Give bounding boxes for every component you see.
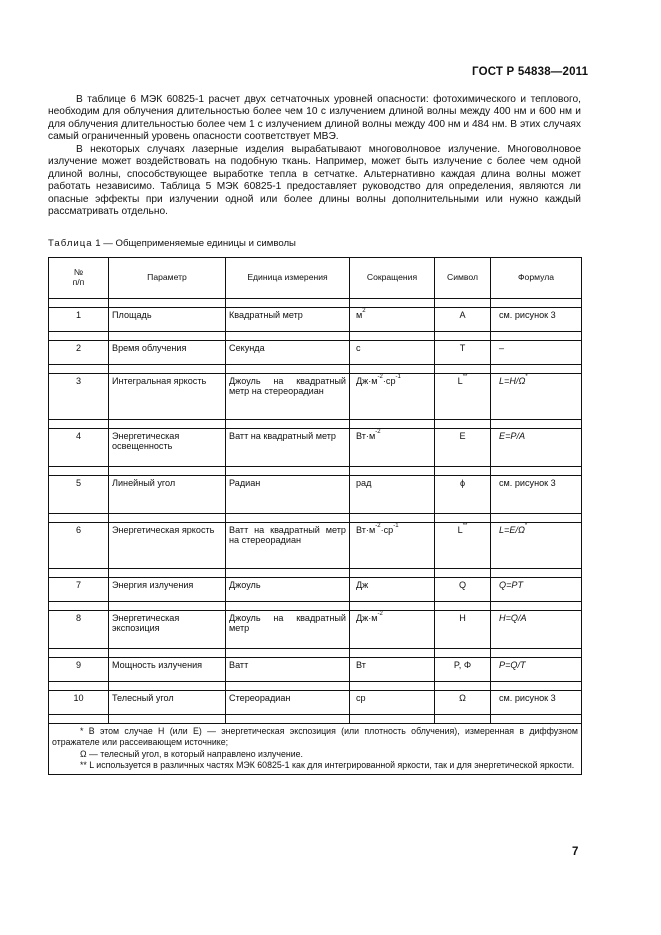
row-number: 6 <box>75 525 82 535</box>
cell-unit <box>226 429 350 467</box>
table-row <box>49 476 582 514</box>
table-row <box>49 691 582 715</box>
cell-num <box>49 429 109 467</box>
abbreviation-tail: ·ср <box>382 376 396 386</box>
row-gap <box>49 602 582 611</box>
table-header-row <box>49 258 582 299</box>
abbreviation: с <box>356 343 361 353</box>
abbreviation-exponent-2: -1 <box>393 523 399 529</box>
formula: E=P/A <box>499 431 526 441</box>
cell-unit <box>226 611 350 649</box>
header-abbr: Сокращения <box>350 258 435 299</box>
parameter-name: Мощность излучения <box>112 660 203 670</box>
cell-param <box>109 308 226 332</box>
abbreviation-exponent: -2 <box>377 611 383 617</box>
cell-unit <box>226 476 350 514</box>
table-caption-text: 1 — Общеприменяемые единицы и символы <box>95 238 296 249</box>
unit-name: Джоуль на квадратный метр <box>229 613 346 633</box>
abbreviation: рад <box>356 478 372 488</box>
units-table <box>48 257 582 775</box>
formula: Q=PT <box>499 580 524 590</box>
row-gap <box>49 715 582 724</box>
row-gap <box>49 682 582 691</box>
cell-unit <box>226 341 350 365</box>
cell-param <box>109 523 226 569</box>
parameter-name: Интегральная яркость <box>112 376 207 386</box>
cell-num <box>49 476 109 514</box>
abbreviation-tail: ·ср <box>380 525 394 535</box>
cell-formula <box>491 476 582 514</box>
row-gap <box>49 649 582 658</box>
cell-symbol <box>435 691 491 715</box>
header-formula: Формула <box>491 258 582 299</box>
row-gap <box>49 299 582 308</box>
symbol: L <box>457 376 463 386</box>
row-gap <box>49 332 582 341</box>
table-row <box>49 611 582 649</box>
cell-unit <box>226 308 350 332</box>
cell-param <box>109 374 226 420</box>
cell-symbol <box>435 658 491 682</box>
cell-abbr <box>350 341 435 365</box>
parameter-name: Энергетическая экспозиция <box>112 613 180 633</box>
row-gap <box>49 467 582 476</box>
cell-formula <box>491 658 582 682</box>
row-number: 1 <box>75 310 82 320</box>
table-row <box>49 578 582 602</box>
table-row <box>49 658 582 682</box>
table-caption-label: Таблица <box>48 238 93 249</box>
abbreviation-exponent: -2 <box>375 523 381 529</box>
unit-name: Стереорадиан <box>229 693 291 703</box>
abbreviation-exponent: -2 <box>377 374 383 380</box>
cell-unit <box>226 658 350 682</box>
symbol: E <box>459 431 466 441</box>
row-number: 3 <box>75 376 82 386</box>
parameter-name: Энергия излучения <box>112 580 194 590</box>
symbol: Ω <box>459 693 466 703</box>
cell-num <box>49 341 109 365</box>
row-gap <box>49 365 582 374</box>
paragraph-1-text: В таблице 6 МЭК 60825-1 расчет двух сетчаточных уровней опасности: фотохимического и теплового, необходим для облучения длительностью более чем 10 с излучением длиной волны между 400 нм и 600 нм и для облучения длительностью более чем 1 с излучением длиной волны между 400 нм и 484 нм. В этих случаях самый ограниченный уровень опасности соответствует МВЭ. <box>48 94 581 143</box>
formula: H=Q/A <box>499 613 527 623</box>
formula: L=E/Ω <box>499 525 525 535</box>
unit-name: Ватт <box>229 660 249 670</box>
formula: см. рисунок 3 <box>499 478 556 488</box>
header-num: № п/п <box>49 258 109 299</box>
note-2: Ω — телесный угол, в который направлено излучение. <box>80 748 304 759</box>
table-row <box>49 429 582 467</box>
document-header: ГОСТ Р 54838—2011 <box>472 66 589 78</box>
cell-abbr <box>350 429 435 467</box>
cell-symbol <box>435 611 491 649</box>
symbol: P, Φ <box>453 660 472 670</box>
cell-num <box>49 308 109 332</box>
cell-num <box>49 578 109 602</box>
cell-num <box>49 374 109 420</box>
cell-symbol <box>435 476 491 514</box>
row-number: 2 <box>75 343 82 353</box>
cell-unit <box>226 691 350 715</box>
cell-symbol <box>435 429 491 467</box>
cell-param <box>109 429 226 467</box>
cell-formula <box>491 341 582 365</box>
cell-formula <box>491 374 582 420</box>
cell-unit <box>226 374 350 420</box>
row-number: 4 <box>75 431 82 441</box>
abbreviation: Вт·м <box>356 525 376 535</box>
parameter-name: Линейный угол <box>112 478 176 488</box>
header-symbol: Символ <box>435 258 491 299</box>
cell-abbr <box>350 523 435 569</box>
parameter-name: Энергетическая яркость <box>112 525 215 535</box>
cell-abbr <box>350 374 435 420</box>
cell-abbr <box>350 578 435 602</box>
table-row <box>49 341 582 365</box>
paragraph-1 <box>48 94 581 144</box>
formula-footnote-mark: * <box>524 523 528 529</box>
cell-abbr <box>350 611 435 649</box>
abbreviation: Вт·м <box>356 431 376 441</box>
abbreviation: Дж <box>356 580 369 590</box>
table-row <box>49 374 582 420</box>
note-1: * В этом случае H (или E) — энергетическая экспозиция (или плотность облучения), измеренная в диффузном отражателе или рассеивающем источнике; <box>52 726 578 748</box>
cell-param <box>109 578 226 602</box>
cell-unit <box>226 523 350 569</box>
cell-symbol <box>435 374 491 420</box>
cell-symbol <box>435 308 491 332</box>
abbreviation: м <box>356 310 363 320</box>
note-3: ** L используется в различных частях МЭК 60825-1 как для интегрированной яркости, так и для энергетической яркости. <box>80 760 575 771</box>
symbol: L <box>457 525 463 535</box>
header-param: Параметр <box>109 258 226 299</box>
table-caption <box>48 238 296 249</box>
cell-abbr <box>350 308 435 332</box>
table-row <box>49 523 582 569</box>
unit-name: Джоуль на квадратный метр на стереорадиан <box>229 376 346 396</box>
cell-num <box>49 523 109 569</box>
cell-formula <box>491 691 582 715</box>
formula: см. рисунок 3 <box>499 693 556 703</box>
row-gap <box>49 420 582 429</box>
cell-param <box>109 691 226 715</box>
unit-name: Радиан <box>229 478 261 488</box>
cell-symbol <box>435 578 491 602</box>
row-gap <box>49 514 582 523</box>
table-notes-row <box>49 724 582 775</box>
cell-unit <box>226 578 350 602</box>
abbreviation: ср <box>356 693 366 703</box>
abbreviation: Вт <box>356 660 366 670</box>
cell-formula <box>491 611 582 649</box>
cell-num <box>49 611 109 649</box>
row-number: 8 <box>75 613 82 623</box>
parameter-name: Энергетическая освещенность <box>112 431 180 451</box>
cell-formula <box>491 523 582 569</box>
cell-num <box>49 691 109 715</box>
formula: P=Q/T <box>499 660 526 670</box>
header-unit: Единица измерения <box>226 258 350 299</box>
cell-num <box>49 658 109 682</box>
abbreviation-exponent: 2 <box>362 308 366 314</box>
page-number: 7 <box>572 846 579 858</box>
symbol: H <box>459 613 466 623</box>
cell-abbr <box>350 476 435 514</box>
parameter-name: Время облучения <box>112 343 187 353</box>
unit-name: Джоуль <box>229 580 261 590</box>
table-notes <box>49 724 582 775</box>
abbreviation-exponent-2: -1 <box>395 374 401 380</box>
symbol: T <box>459 343 466 353</box>
row-number: 10 <box>73 693 84 703</box>
formula: L=H/Ω <box>499 376 526 386</box>
parameter-name: Площадь <box>112 310 152 320</box>
row-number: 5 <box>75 478 82 488</box>
abbreviation: Дж·м <box>356 613 378 623</box>
row-gap <box>49 569 582 578</box>
symbol: Q <box>458 580 467 590</box>
cell-symbol <box>435 341 491 365</box>
cell-abbr <box>350 658 435 682</box>
cell-param <box>109 611 226 649</box>
symbol: A <box>459 310 466 320</box>
formula: см. рисунок 3 <box>499 310 556 320</box>
symbol: ϕ <box>459 478 466 488</box>
paragraph-2 <box>48 144 581 218</box>
unit-name: Ватт на квадратный метр <box>229 431 336 441</box>
cell-param <box>109 476 226 514</box>
table-row <box>49 308 582 332</box>
unit-name: Ватт на квадратный метр на стереорадиан <box>229 525 346 545</box>
cell-param <box>109 658 226 682</box>
symbol-footnote-mark: ** <box>462 374 468 380</box>
cell-param <box>109 341 226 365</box>
abbreviation: Дж·м <box>356 376 378 386</box>
cell-formula <box>491 578 582 602</box>
cell-abbr <box>350 691 435 715</box>
cell-formula <box>491 308 582 332</box>
symbol-footnote-mark: ** <box>462 523 468 529</box>
paragraph-2-text: В некоторых случаях лазерные изделия вырабатывают многоволновое излучение. Многоволновое излучение может воздействовать на подобную ткань. Например, может быть излучение с более чем одной длиной волны, способствующее выработке тепла в сетчатке. Альтернативно каждая длина волны может работать независимо. Таблица 5 МЭК 60825-1 предоставляет руководство для определения, являются ли опасные эффекты при излучении одной или более длины волны дополнительными или нужно каждый рассматривать отдельно. <box>48 144 581 218</box>
row-number: 9 <box>75 660 82 670</box>
cell-formula <box>491 429 582 467</box>
unit-name: Секунда <box>229 343 265 353</box>
abbreviation-exponent: -2 <box>375 429 381 435</box>
formula: – <box>499 343 505 353</box>
cell-symbol <box>435 523 491 569</box>
unit-name: Квадратный метр <box>229 310 303 320</box>
parameter-name: Телесный угол <box>112 693 174 703</box>
formula-footnote-mark: * <box>525 374 528 380</box>
row-number: 7 <box>75 580 82 590</box>
